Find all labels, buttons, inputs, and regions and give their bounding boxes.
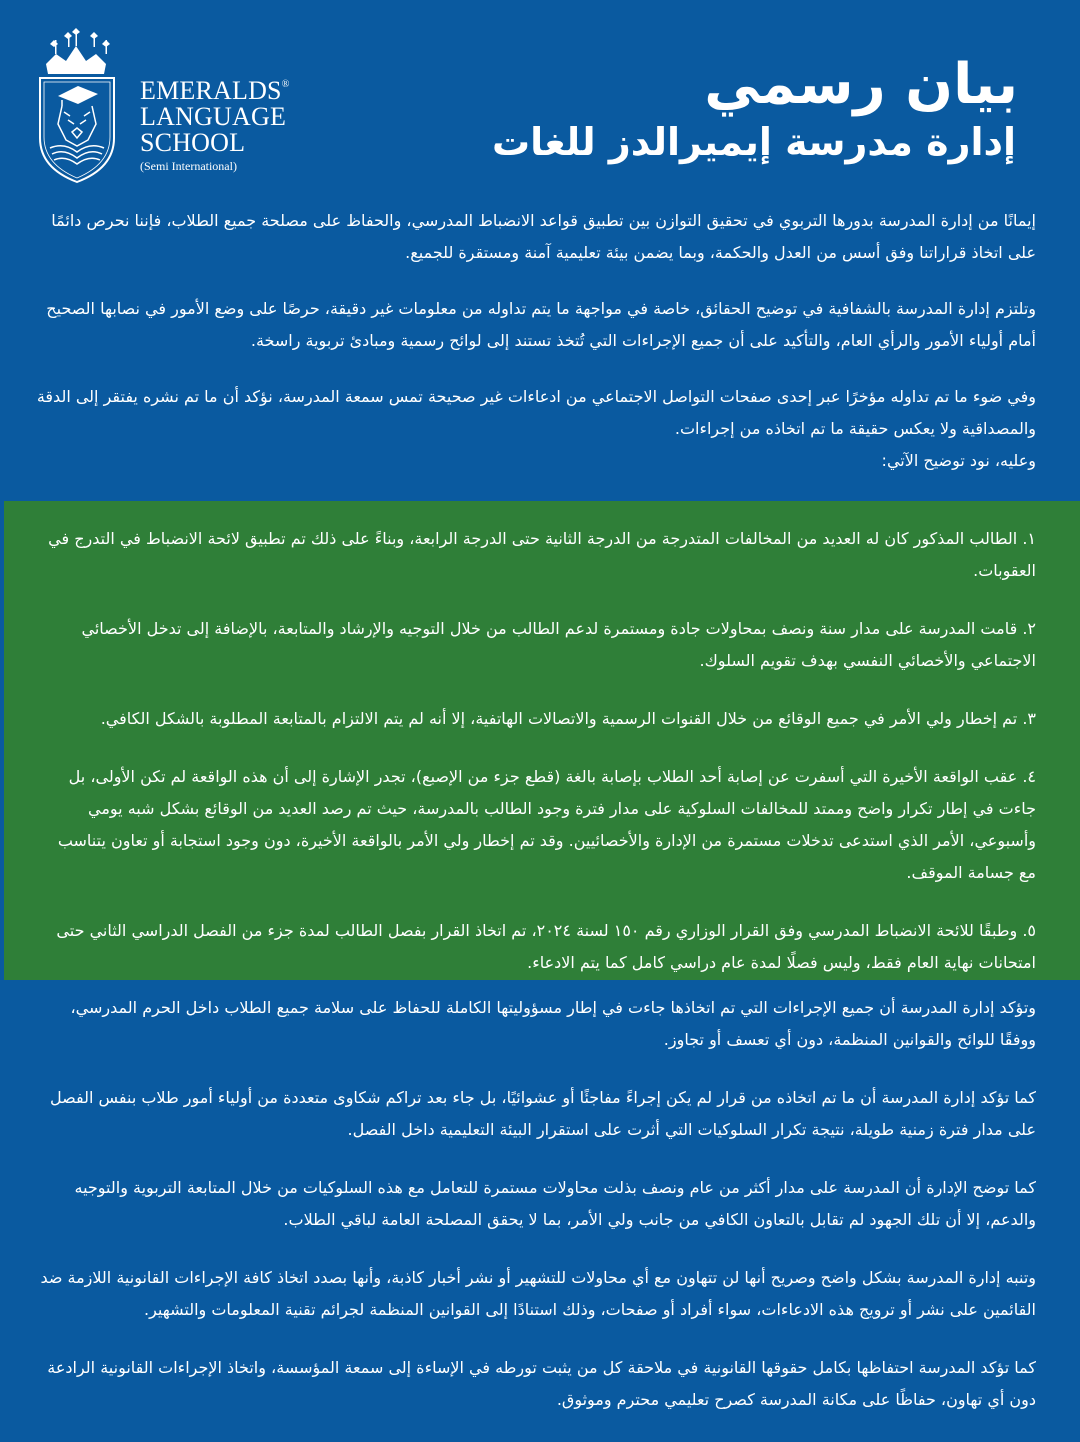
closing-paragraph: وتؤكد إدارة المدرسة أن جميع الإجراءات التي تم اتخاذها جاءت في إطار مسؤوليتها الكاملة للحفاظ على سلامة جميع الطلاب داخل الحرم المدرسي، ووفقًا للوائح والقوانين المنظمة، دون أي تعسف أو تجاوز. bbox=[70, 998, 1036, 1049]
intro-paragraph: وفي ضوء ما تم تداوله مؤخرًا عبر إحدى صفحات التواصل الاجتماعي من ادعاءات غير صحيحة تمس سمعة المدرسة، نؤكد أن ما تم نشره يفتقر إلى الدقة والمصداقية ولا يعكس حقيقة ما تم اتخاذه من إجراءات. bbox=[36, 387, 1036, 438]
logo-wordmark bbox=[140, 78, 290, 172]
logo-subtitle: (Semi International) bbox=[140, 159, 237, 173]
logo-line-3: SCHOOL bbox=[140, 128, 246, 157]
closing-paragraph: كما توضح الإدارة أن المدرسة على مدار أكثر من عام ونصف بذلت محاولات مستمرة للتعامل مع هذه السلوكيات من خلال المتابعة التربوية والتوجيه والدعم، إلا أن تلك الجهود لم تقابل بالتعاون الكافي من جانب ولي الأمر، بما لا يحقق المصلحة العامة لباقي الطلاب. bbox=[74, 1178, 1036, 1229]
intro-lead-in: وعليه، نود توضيح الآتي: bbox=[881, 451, 1036, 470]
logo-line-1: EMERALDS® bbox=[140, 76, 290, 105]
intro-section bbox=[36, 205, 1036, 501]
crown-lion-shield-emblem-icon bbox=[36, 28, 136, 188]
intro-paragraph: وتلتزم إدارة المدرسة بالشفافية في توضيح الحقائق، خاصة في مواجهة ما يتم تداوله من معلومات غير دقيقة، حرصًا على وضع الأمور في نصابها الصحيح أمام أولياء الأمور والرأي العام، والتأكيد على أن جميع الإجراءات التي تُتخذ تستند إلى لوائح رسمية ومبادئ تربوية راسخة. bbox=[46, 299, 1036, 350]
clarification-point-5: ٥. وطبقًا للائحة الانضباط المدرسي وفق القرار الوزاري رقم ١٥٠ لسنة ٢٠٢٤، تم اتخاذ القرار بفصل الطالب لمدة جزء من الفصل الدراسي الثاني حتى امتحانات نهاية العام فقط، وليس فصلًا لمدة عام دراسي كامل كما يتم الادعاء. bbox=[56, 921, 1036, 972]
page-title: بيان رسمي bbox=[704, 52, 1018, 117]
logo-line-2: LANGUAGE bbox=[140, 102, 287, 131]
closing-section bbox=[36, 992, 1036, 1442]
closing-paragraph: كما تؤكد المدرسة احتفاظها بكامل حقوقها القانونية في ملاحقة كل من يثبت تورطه في الإساءة إلى سمعة المؤسسة، واتخاذ الإجراءات القانونية الرادعة دون أي تهاون، حفاظًا على مكانة المدرسة كصرح تعليمي محترم وموثوق. bbox=[47, 1358, 1036, 1409]
clarification-points-list bbox=[36, 523, 1036, 1005]
statement-header bbox=[492, 52, 1018, 166]
clarification-point-3: ٣. تم إخطار ولي الأمر في جميع الوقائع من خلال القنوات الرسمية والاتصالات الهاتفية، إلا أنه لم يتم الالتزام بالمتابعة المطلوبة بالشكل الكافي. bbox=[100, 709, 1036, 728]
clarification-points-box bbox=[4, 501, 1080, 980]
closing-paragraph: وتنبه إدارة المدرسة بشكل واضح وصريح أنها لن تتهاون مع أي محاولات للتشهير أو نشر أخبار كاذبة، وأنها بصدد اتخاذ كافة الإجراءات القانونية اللازمة ضد القائمين على نشر أو ترويج هذه الادعاءات، سواء أفراد أو صفحات، وذلك استنادًا إلى القوانين المنظمة لجرائم تقنية المعلومات والتشهير. bbox=[40, 1268, 1036, 1319]
clarification-point-4: ٤. عقب الواقعة الأخيرة التي أسفرت عن إصابة أحد الطلاب بإصابة بالغة (قطع جزء من الإصبع)، تجدر الإشارة إلى أن هذه الواقعة لم تكن الأولى، بل جاءت في إطار تكرار واضح وممتد للمخالفات السلوكية على مدار فترة وجود الطالب بالمدرسة، حيث تم رصد العديد من الوقائع بشكل شبه يومي وأسبوعي، الأمر الذي استدعى تدخلات مستمرة من الإدارة والأخصائيين. وقد تم إخطار ولي الأمر بالواقعة الأخيرة، دون وجود استجابة أو تعاون يتناسب مع جسامة الموقف. bbox=[57, 767, 1036, 882]
clarification-point-1: ١. الطالب المذكور كان له العديد من المخالفات المتدرجة من الدرجة الثانية حتى الدرجة الرابعة، وبناءً على ذلك تم تطبيق لائحة الانضباط في التدرج في العقوبات. bbox=[48, 529, 1036, 580]
school-logo bbox=[36, 28, 306, 188]
page-subtitle: إدارة مدرسة إيميرالدز للغات bbox=[491, 120, 1016, 164]
intro-paragraph: إيمانًا من إدارة المدرسة بدورها التربوي في تحقيق التوازن بين تطبيق قواعد الانضباط المدرسي، والحفاظ على مصلحة جميع الطلاب، فإننا نحرص دائمًا على اتخاذ قراراتنا وفق أسس من العدل والحكمة، وبما يضمن بيئة تعليمية آمنة ومستقرة للجميع. bbox=[51, 211, 1036, 262]
clarification-point-2: ٢. قامت المدرسة على مدار سنة ونصف بمحاولات جادة ومستمرة لدعم الطالب من خلال التوجيه والإرشاد والمتابعة، بالإضافة إلى تدخل الأخصائي الاجتماعي والأخصائي النفسي بهدف تقويم السلوك. bbox=[81, 619, 1036, 670]
closing-paragraph: كما تؤكد إدارة المدرسة أن ما تم اتخاذه من قرار لم يكن إجراءً مفاجئًا أو عشوائيًا، بل جاء بعد تراكم شكاوى متعددة من أولياء أمور طلاب بنفس الفصل على مدار فترة زمنية طويلة، نتيجة تكرار السلوكيات التي أثرت على استقرار البيئة التعليمية داخل الفصل. bbox=[50, 1088, 1036, 1139]
